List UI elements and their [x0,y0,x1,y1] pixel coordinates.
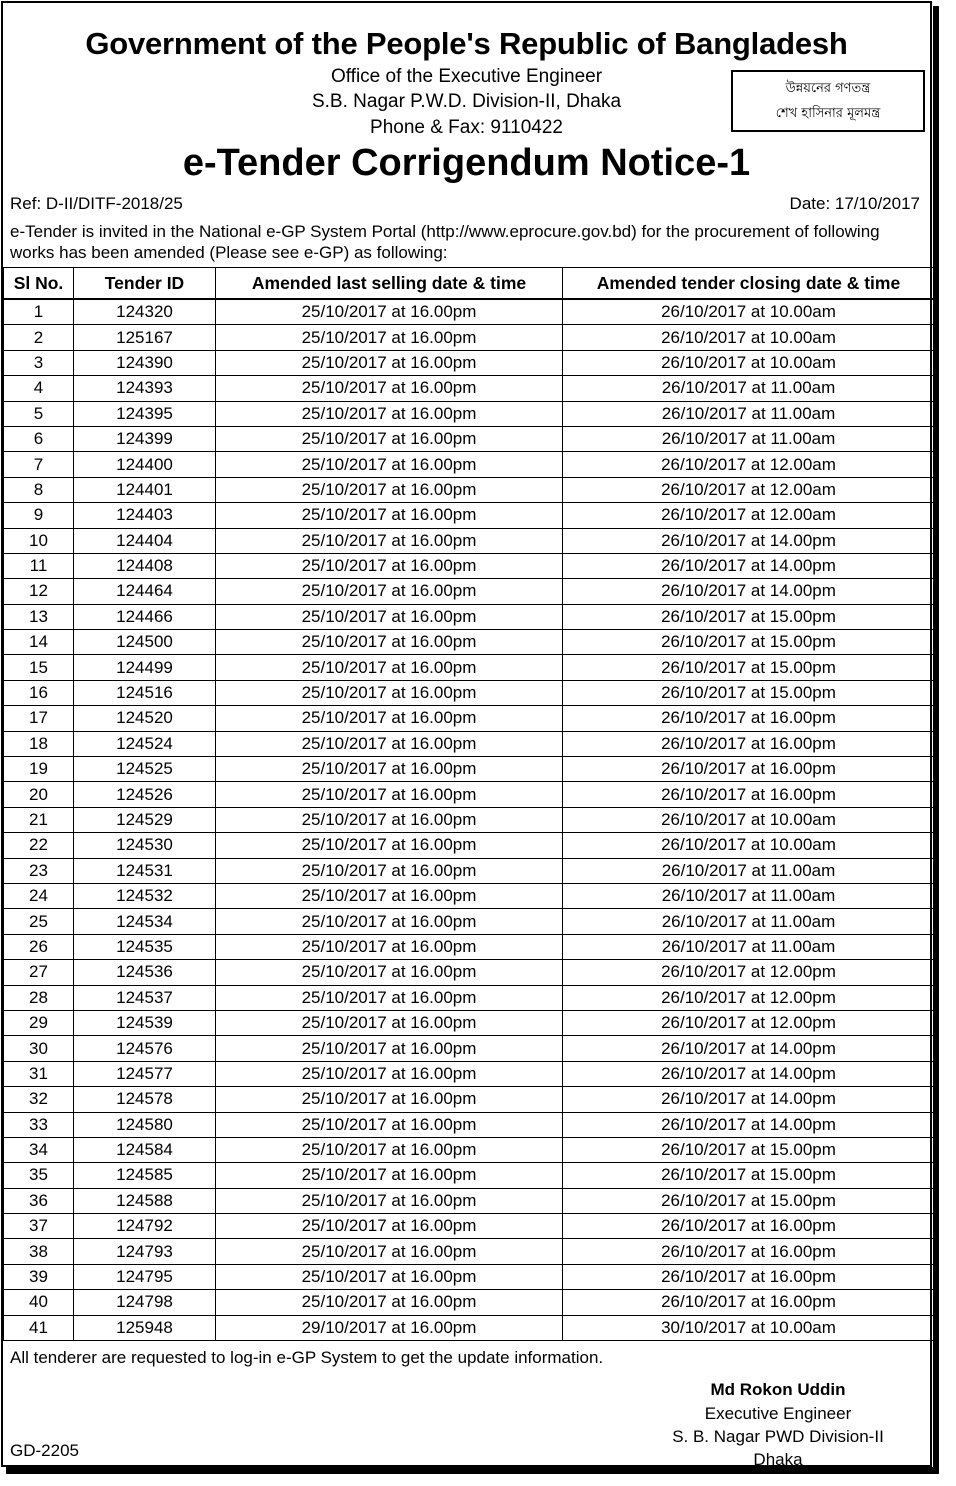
cell-closing-date: 26/10/2017 at 10.00am [563,807,935,832]
cell-closing-date: 26/10/2017 at 14.00pm [563,579,935,604]
cell-sl-no: 36 [4,1188,74,1213]
table-row [4,477,935,502]
cell-selling-date: 25/10/2017 at 16.00pm [216,1010,563,1035]
table-row [4,528,935,553]
cell-tender-id: 124534 [74,909,216,934]
office-line: Office of the Executive Engineer [330,66,603,87]
cell-tender-id: 124403 [74,503,216,528]
cell-sl-no: 13 [4,604,74,629]
cell-sl-no: 23 [4,858,74,883]
cell-closing-date: 26/10/2017 at 10.00am [563,325,935,350]
cell-sl-no: 20 [4,782,74,807]
cell-sl-no: 6 [4,426,74,451]
cell-tender-id: 124580 [74,1112,216,1137]
cell-sl-no: 21 [4,807,74,832]
cell-tender-id: 125948 [74,1315,216,1340]
table-row [4,960,935,985]
cell-closing-date: 26/10/2017 at 11.00am [563,883,935,908]
phone-line: Phone & Fax: 9110422 [370,117,563,138]
table-row [4,553,935,578]
cell-closing-date: 26/10/2017 at 16.00pm [563,757,935,782]
cell-closing-date: 26/10/2017 at 10.00am [563,833,935,858]
cell-tender-id: 124584 [74,1137,216,1162]
cell-selling-date: 25/10/2017 at 16.00pm [216,1112,563,1137]
cell-selling-date: 25/10/2017 at 16.00pm [216,757,563,782]
table-row [4,1264,935,1289]
cell-selling-date: 25/10/2017 at 16.00pm [216,1214,563,1239]
footer-note: All tenderer are requested to log-in e-GP System to get the update information. [10,1348,604,1367]
cell-selling-date: 25/10/2017 at 16.00pm [216,1087,563,1112]
cell-tender-id: 124499 [74,655,216,680]
table-row [4,1112,935,1137]
cell-tender-id: 124588 [74,1188,216,1213]
cell-closing-date: 26/10/2017 at 15.00pm [563,1163,935,1188]
table-row [4,604,935,629]
cell-sl-no: 39 [4,1264,74,1289]
table-row [4,731,935,756]
cell-closing-date: 26/10/2017 at 14.00pm [563,528,935,553]
cell-tender-id: 124531 [74,858,216,883]
cell-tender-id: 124536 [74,960,216,985]
cell-tender-id: 124532 [74,883,216,908]
cell-sl-no: 31 [4,1061,74,1086]
motto-line-1: উন্নয়নের গণতন্ত্র [785,81,871,96]
cell-sl-no: 2 [4,325,74,350]
cell-selling-date: 25/10/2017 at 16.00pm [216,1264,563,1289]
table-row [4,630,935,655]
cell-closing-date: 26/10/2017 at 11.00am [563,934,935,959]
cell-sl-no: 26 [4,934,74,959]
cell-sl-no: 7 [4,452,74,477]
cell-tender-id: 124408 [74,553,216,578]
table-row [4,503,935,528]
cell-selling-date: 25/10/2017 at 16.00pm [216,807,563,832]
cell-tender-id: 124520 [74,706,216,731]
cell-sl-no: 12 [4,579,74,604]
table-row [4,807,935,832]
cell-sl-no: 32 [4,1087,74,1112]
cell-sl-no: 3 [4,350,74,375]
table-row [4,680,935,705]
cell-selling-date: 25/10/2017 at 16.00pm [216,706,563,731]
cell-selling-date: 25/10/2017 at 16.00pm [216,553,563,578]
cell-tender-id: 124500 [74,630,216,655]
cell-selling-date: 25/10/2017 at 16.00pm [216,350,563,375]
cell-closing-date: 26/10/2017 at 10.00am [563,299,935,325]
cell-selling-date: 25/10/2017 at 16.00pm [216,401,563,426]
cell-selling-date: 25/10/2017 at 16.00pm [216,680,563,705]
table-row [4,782,935,807]
cell-selling-date: 29/10/2017 at 16.00pm [216,1315,563,1340]
cell-closing-date: 26/10/2017 at 15.00pm [563,630,935,655]
cell-closing-date: 26/10/2017 at 11.00am [563,426,935,451]
cell-tender-id: 124798 [74,1290,216,1315]
cell-sl-no: 30 [4,1036,74,1061]
reference-number: Ref: D-II/DITF-2018/25 [10,194,183,213]
cell-sl-no: 28 [4,985,74,1010]
table-row [4,934,935,959]
cell-sl-no: 1 [4,299,74,325]
cell-sl-no: 11 [4,553,74,578]
cell-selling-date: 25/10/2017 at 16.00pm [216,782,563,807]
cell-tender-id: 124393 [74,376,216,401]
cell-sl-no: 10 [4,528,74,553]
cell-selling-date: 25/10/2017 at 16.00pm [216,604,563,629]
motto-box [731,70,925,132]
cell-closing-date: 26/10/2017 at 14.00pm [563,1112,935,1137]
table-row [4,1239,935,1264]
cell-selling-date: 25/10/2017 at 16.00pm [216,1239,563,1264]
cell-closing-date: 26/10/2017 at 14.00pm [563,553,935,578]
cell-closing-date: 26/10/2017 at 12.00pm [563,960,935,985]
cell-sl-no: 22 [4,833,74,858]
table-row [4,1163,935,1188]
signatory-name: Md Rokon Uddin [710,1380,846,1399]
table-row [4,909,935,934]
cell-selling-date: 25/10/2017 at 16.00pm [216,325,563,350]
cell-selling-date: 25/10/2017 at 16.00pm [216,426,563,451]
table-row [4,1315,935,1340]
cell-closing-date: 26/10/2017 at 11.00am [563,401,935,426]
cell-tender-id: 124577 [74,1061,216,1086]
cell-sl-no: 15 [4,655,74,680]
cell-selling-date: 25/10/2017 at 16.00pm [216,858,563,883]
cell-sl-no: 4 [4,376,74,401]
table-row [4,1036,935,1061]
cell-tender-id: 124793 [74,1239,216,1264]
table-row [4,1087,935,1112]
cell-closing-date: 26/10/2017 at 10.00am [563,350,935,375]
motto-line-2: শেখ হাসিনার মূলমন্ত্র [775,106,881,121]
table-row [4,579,935,604]
table-row [4,655,935,680]
notice-title: e-Tender Corrigendum Notice-1 [182,142,751,184]
cell-selling-date: 25/10/2017 at 16.00pm [216,960,563,985]
cell-tender-id: 124530 [74,833,216,858]
cell-closing-date: 26/10/2017 at 12.00am [563,503,935,528]
cell-sl-no: 17 [4,706,74,731]
cell-closing-date: 26/10/2017 at 16.00pm [563,1214,935,1239]
cell-closing-date: 26/10/2017 at 14.00pm [563,1036,935,1061]
cell-closing-date: 26/10/2017 at 16.00pm [563,731,935,756]
cell-sl-no: 29 [4,1010,74,1035]
table-row [4,376,935,401]
cell-tender-id: 124535 [74,934,216,959]
cell-tender-id: 124526 [74,782,216,807]
cell-tender-id: 124576 [74,1036,216,1061]
signatory-division: S. B. Nagar PWD Division-II [672,1427,884,1446]
cell-sl-no: 16 [4,680,74,705]
cell-tender-id: 124792 [74,1214,216,1239]
table-row [4,325,935,350]
table-row [4,401,935,426]
cell-selling-date: 25/10/2017 at 16.00pm [216,1290,563,1315]
cell-sl-no: 19 [4,757,74,782]
header-sl-no: Sl No. [4,268,74,300]
header-closing-date: Amended tender closing date & time [563,268,935,300]
cell-selling-date: 25/10/2017 at 16.00pm [216,883,563,908]
cell-closing-date: 26/10/2017 at 16.00pm [563,706,935,731]
cell-tender-id: 124578 [74,1087,216,1112]
cell-closing-date: 26/10/2017 at 11.00am [563,376,935,401]
cell-closing-date: 26/10/2017 at 16.00pm [563,1290,935,1315]
cell-selling-date: 25/10/2017 at 16.00pm [216,299,563,325]
notice-date: Date: 17/10/2017 [789,194,920,213]
cell-sl-no: 33 [4,1112,74,1137]
cell-tender-id: 124399 [74,426,216,451]
signatory-title: Executive Engineer [704,1404,852,1423]
table-row [4,1290,935,1315]
cell-sl-no: 34 [4,1137,74,1162]
gd-code: GD-2205 [10,1441,79,1460]
cell-selling-date: 25/10/2017 at 16.00pm [216,655,563,680]
cell-sl-no: 9 [4,503,74,528]
cell-sl-no: 25 [4,909,74,934]
table-row [4,858,935,883]
cell-selling-date: 25/10/2017 at 16.00pm [216,909,563,934]
cell-sl-no: 35 [4,1163,74,1188]
cell-selling-date: 25/10/2017 at 16.00pm [216,1061,563,1086]
cell-closing-date: 26/10/2017 at 14.00pm [563,1087,935,1112]
cell-sl-no: 14 [4,630,74,655]
cell-selling-date: 25/10/2017 at 16.00pm [216,503,563,528]
table-row [4,757,935,782]
table-row [4,883,935,908]
cell-tender-id: 124320 [74,299,216,325]
cell-closing-date: 26/10/2017 at 11.00am [563,909,935,934]
cell-closing-date: 26/10/2017 at 14.00pm [563,1061,935,1086]
cell-closing-date: 26/10/2017 at 16.00pm [563,782,935,807]
cell-tender-id: 124585 [74,1163,216,1188]
cell-tender-id: 124525 [74,757,216,782]
cell-selling-date: 25/10/2017 at 16.00pm [216,376,563,401]
intro-paragraph: e-Tender is invited in the National e-GP System Portal (http://www.eprocure.gov.bd) for the procurement of following works has been amended (Please see e-GP) as following: [10,222,880,262]
table-row [4,833,935,858]
cell-sl-no: 8 [4,477,74,502]
cell-closing-date: 26/10/2017 at 15.00pm [563,655,935,680]
table-row [4,426,935,451]
table-row [4,706,935,731]
cell-sl-no: 24 [4,883,74,908]
cell-tender-id: 124395 [74,401,216,426]
cell-selling-date: 25/10/2017 at 16.00pm [216,1137,563,1162]
cell-selling-date: 25/10/2017 at 16.00pm [216,579,563,604]
table-row [4,452,935,477]
cell-sl-no: 5 [4,401,74,426]
cell-tender-id: 124795 [74,1264,216,1289]
cell-sl-no: 37 [4,1214,74,1239]
cell-selling-date: 25/10/2017 at 16.00pm [216,1188,563,1213]
cell-sl-no: 38 [4,1239,74,1264]
table-row [4,1214,935,1239]
table-row [4,1010,935,1035]
cell-closing-date: 26/10/2017 at 16.00pm [563,1264,935,1289]
cell-tender-id: 124466 [74,604,216,629]
cell-tender-id: 124537 [74,985,216,1010]
cell-selling-date: 25/10/2017 at 16.00pm [216,477,563,502]
cell-sl-no: 40 [4,1290,74,1315]
tender-table [3,267,935,1341]
cell-tender-id: 124390 [74,350,216,375]
cell-tender-id: 124400 [74,452,216,477]
cell-selling-date: 25/10/2017 at 16.00pm [216,630,563,655]
cell-tender-id: 124529 [74,807,216,832]
cell-closing-date: 26/10/2017 at 12.00pm [563,1010,935,1035]
cell-closing-date: 26/10/2017 at 12.00am [563,452,935,477]
table-header-row [4,268,935,300]
table-row [4,1188,935,1213]
cell-selling-date: 25/10/2017 at 16.00pm [216,452,563,477]
header-selling-date: Amended last selling date & time [216,268,563,300]
cell-tender-id: 124404 [74,528,216,553]
table-row [4,299,935,325]
cell-selling-date: 25/10/2017 at 16.00pm [216,1036,563,1061]
cell-tender-id: 125167 [74,325,216,350]
table-row [4,1137,935,1162]
signatory-city: Dhaka [753,1450,803,1469]
cell-selling-date: 25/10/2017 at 16.00pm [216,985,563,1010]
cell-selling-date: 25/10/2017 at 16.00pm [216,1163,563,1188]
cell-closing-date: 26/10/2017 at 15.00pm [563,680,935,705]
cell-closing-date: 26/10/2017 at 16.00pm [563,1239,935,1264]
cell-tender-id: 124524 [74,731,216,756]
table-row [4,985,935,1010]
government-heading: Government of the People's Republic of Bangladesh [85,26,848,61]
cell-closing-date: 26/10/2017 at 12.00pm [563,985,935,1010]
table-row [4,1061,935,1086]
cell-sl-no: 18 [4,731,74,756]
cell-closing-date: 30/10/2017 at 10.00am [563,1315,935,1340]
table-row [4,350,935,375]
cell-selling-date: 25/10/2017 at 16.00pm [216,833,563,858]
cell-closing-date: 26/10/2017 at 12.00am [563,477,935,502]
cell-selling-date: 25/10/2017 at 16.00pm [216,934,563,959]
cell-tender-id: 124464 [74,579,216,604]
division-line: S.B. Nagar P.W.D. Division-II, Dhaka [311,91,622,112]
cell-closing-date: 26/10/2017 at 15.00pm [563,604,935,629]
cell-sl-no: 41 [4,1315,74,1340]
cell-tender-id: 124516 [74,680,216,705]
cell-tender-id: 124539 [74,1010,216,1035]
cell-tender-id: 124401 [74,477,216,502]
header-tender-id: Tender ID [74,268,216,300]
cell-closing-date: 26/10/2017 at 15.00pm [563,1137,935,1162]
cell-closing-date: 26/10/2017 at 11.00am [563,858,935,883]
cell-sl-no: 27 [4,960,74,985]
cell-closing-date: 26/10/2017 at 15.00pm [563,1188,935,1213]
cell-selling-date: 25/10/2017 at 16.00pm [216,528,563,553]
cell-selling-date: 25/10/2017 at 16.00pm [216,731,563,756]
